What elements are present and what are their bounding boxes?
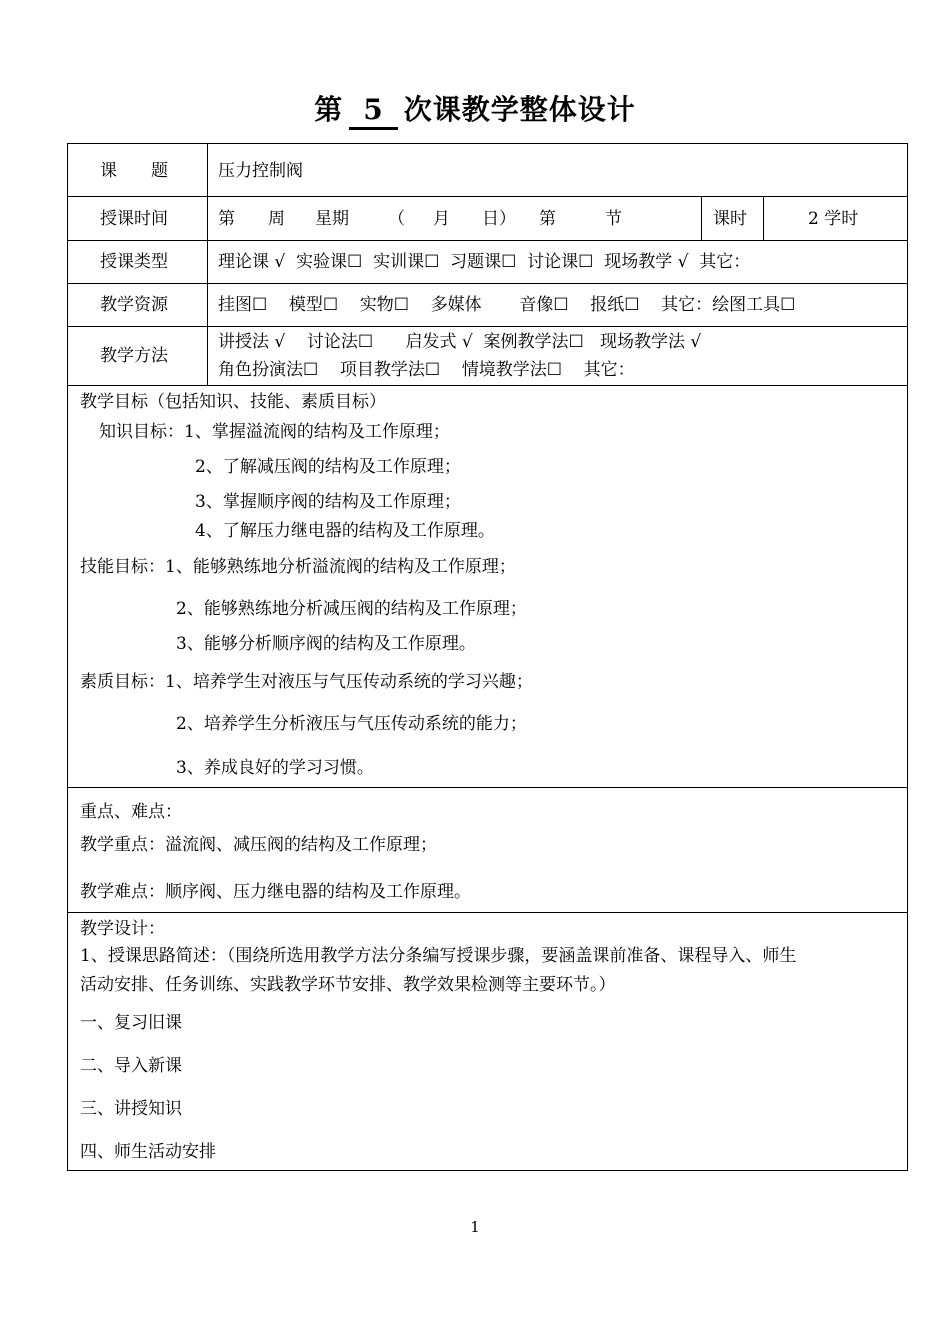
design-heading: 教学设计： [80,919,165,939]
knowledge-objective: 3、掌握顺序阀的结构及工作原理； [195,492,461,512]
resources-value: 挂图☐ 模型☐ 实物☐ 多媒体 音像☐ 报纸☐ 其它：绘图工具☐ [218,295,796,315]
row-divider [67,240,908,241]
knowledge-objective: 2、了解减压阀的结构及工作原理； [195,457,461,477]
time-label: 授课时间 [100,209,168,229]
title-prefix: 第 [314,93,344,126]
knowledge-objective: 4、了解压力继电器的结构及工作原理。 [195,521,495,541]
skill-objective: 2、能够熟练地分析减压阀的结构及工作原理； [176,599,527,619]
topic-label: 课 题 [100,161,168,181]
time-day: 日） [482,209,516,229]
row-divider [67,326,908,327]
teaching-difficulty: 教学难点：顺序阀、压力继电器的结构及工作原理。 [80,882,471,902]
design-step: 一、复习旧课 [80,1013,182,1033]
type-label: 授课类型 [100,252,168,272]
time-month: 月 [433,209,450,229]
row-divider [67,385,908,386]
row-divider [67,912,908,913]
time-week-prefix: 第 [218,209,235,229]
time-week: 周 [268,209,285,229]
methods-label: 教学方法 [100,346,168,366]
design-step: 四、师生活动安排 [80,1142,216,1162]
row-divider [67,196,908,197]
time-period-prefix: 第 [539,209,556,229]
hours-label: 课时 [713,209,747,229]
skill-objective: 技能目标：1、能够熟练地分析溢流阀的结构及工作原理； [80,557,516,577]
objectives-heading: 教学目标（包括知识、技能、素质目标） [80,392,386,412]
hours-column-divider [701,196,702,240]
design-intro-line-2: 活动安排、任务训练、实践教学环节安排、教学效果检测等主要环节。） [80,975,616,995]
label-column-divider [207,143,208,385]
methods-line-2: 角色扮演法☐ 项目教学法☐ 情境教学法☐ 其它： [218,360,635,380]
design-step: 三、讲授知识 [80,1099,182,1119]
hours-value: 2 学时 [808,209,859,229]
time-weekday: 星期 [315,209,349,229]
methods-line-1: 讲授法 √ 讨论法☐ 启发式 √ 案例教学法☐ 现场教学法 √ [218,332,702,352]
quality-objective: 素质目标：1、培养学生对液压与气压传动系统的学习兴趣； [80,672,533,692]
quality-objective: 3、养成良好的学习习惯。 [176,758,374,778]
teaching-focus: 教学重点：溢流阀、减压阀的结构及工作原理； [80,835,437,855]
design-intro-line-1: 1、授课思路简述：（围绕所选用教学方法分条编写授课步骤，要涵盖课前准备、课程导入、师生 [80,946,797,966]
page-number: 1 [470,1218,480,1236]
row-divider [67,787,908,788]
title-suffix: 次课教学整体设计 [403,93,636,126]
knowledge-objective: 知识目标：1、掌握溢流阀的结构及工作原理； [99,422,450,442]
resources-label: 教学资源 [100,295,168,315]
time-period: 节 [605,209,622,229]
skill-objective: 3、能够分析顺序阀的结构及工作原理。 [176,634,476,654]
topic-value: 压力控制阀 [218,161,303,181]
time-paren: （ [388,209,405,229]
lesson-number: 5 [349,93,397,130]
row-divider [67,283,908,284]
hours-column-divider [763,196,764,240]
quality-objective: 2、培养学生分析液压与气压传动系统的能力； [176,714,527,734]
type-value: 理论课 √ 实验课☐ 实训课☐ 习题课☐ 讨论课☐ 现场教学 √ 其它： [218,252,751,272]
design-step: 二、导入新课 [80,1056,182,1076]
page-title [0,88,950,130]
key-points-heading: 重点、难点： [80,802,182,822]
